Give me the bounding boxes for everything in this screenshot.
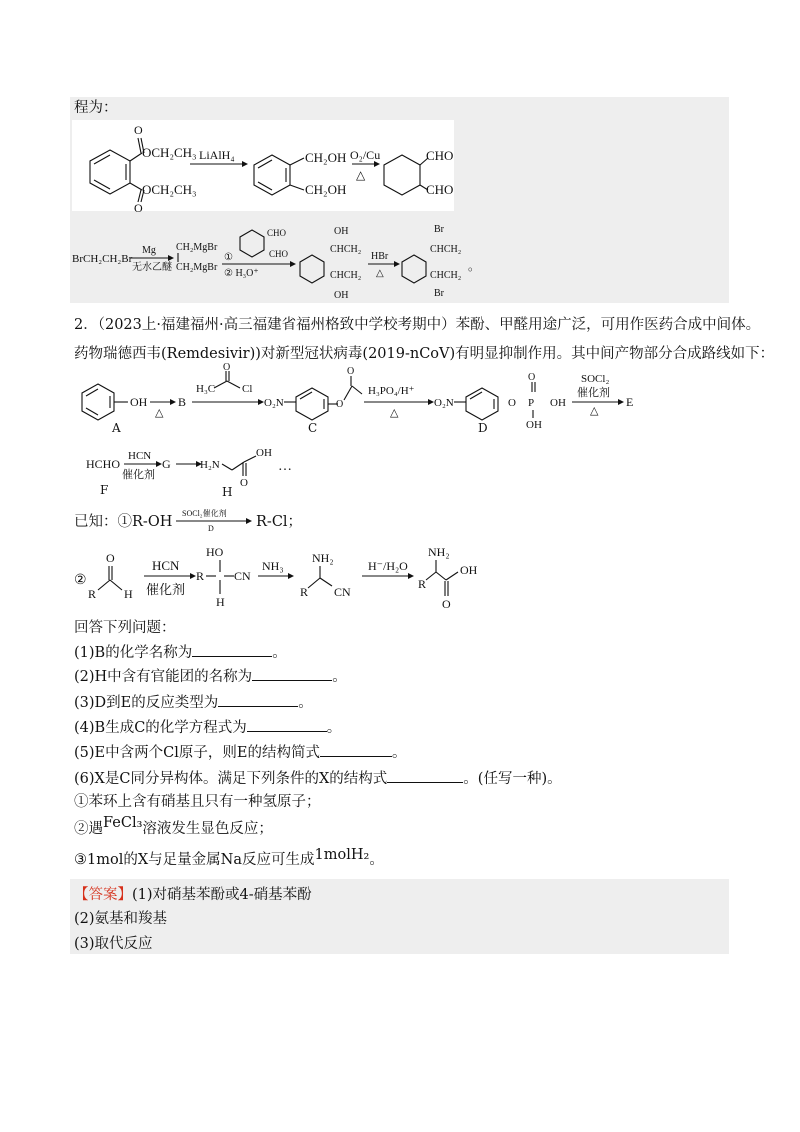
ch2oh-top: CH₂OH — [305, 150, 347, 165]
question-line1: 2．（2023上·福建福州·高三福建省福州格致中学校考期中）苯酚、甲醛用途广泛，可用作医药合成中间体。 — [74, 317, 761, 333]
question-line2: 药物瑞德西韦(Remdesivir))对新型冠状病毒(2019-nCoV)有明显抑制作用。其中间产物部分合成路线如下： — [74, 346, 775, 362]
answer-1-text: (1)对硝基苯酚或4-硝基苯酚 — [132, 887, 312, 903]
reagent-mg: Mg — [142, 245, 156, 256]
cho-label: CHO — [269, 249, 289, 259]
question-6-text: (6)X是C同分异构体。满足下列条件的X的结构式 — [74, 771, 388, 787]
step2: ② H₃O⁺ — [224, 268, 259, 279]
end-mark: 。 — [332, 669, 347, 685]
known-label: 已知：① — [74, 514, 132, 530]
reagent-o2cu: O₂/Cu — [350, 148, 381, 162]
o-label: O — [347, 366, 355, 377]
o-label: O — [106, 551, 115, 565]
reagent-nh3: NH₃ — [262, 559, 284, 573]
answer-1 — [74, 888, 312, 903]
oh-label: OH — [526, 419, 542, 431]
o-label: O — [528, 372, 536, 383]
question-3 — [74, 694, 313, 711]
answer-3: (3)取代反应 — [74, 936, 153, 952]
o-label: O — [223, 362, 231, 373]
r-label: R — [418, 577, 427, 591]
carbonyl-o-bot: O — [134, 201, 143, 215]
cn-label: CN — [334, 585, 351, 599]
questions-intro: 回答下列问题： — [74, 620, 176, 636]
h-label: H — [124, 587, 133, 601]
question-5-text: (5)E中含两个Cl原子，则E的结构简式 — [74, 745, 320, 761]
scheme2-start: BrCH₂CH₂Br — [72, 253, 133, 265]
chch2-bot: CHCH₂ — [430, 270, 462, 281]
grignard-bot: CH₂MgBr — [176, 262, 218, 273]
reagent-socl2: SOCl₂催化剂 — [182, 509, 227, 518]
br-bot: Br — [434, 288, 444, 299]
condition-3-b: 。 — [369, 852, 384, 868]
condition-1: ①苯环上含有硝基且只有一种氢原子； — [74, 794, 321, 810]
delta-symbol: △ — [155, 407, 164, 419]
cl-label: Cl — [242, 383, 253, 395]
chch2-top: CHCH₂ — [430, 244, 462, 255]
oh-top: OH — [334, 226, 349, 237]
benzene-ring — [384, 155, 420, 195]
o-label: O — [240, 477, 248, 489]
question-1-text: (1)B的化学名称为 — [74, 645, 193, 661]
delta-symbol: △ — [376, 268, 384, 279]
scheme2 — [72, 220, 492, 300]
label-c: C — [308, 421, 318, 435]
oh-label: OH — [256, 447, 272, 459]
reagent-socl2: SOCl₂ — [581, 373, 610, 385]
question-4-text: (4)B生成C的化学方程式为 — [74, 720, 247, 736]
o2n-label: O₂N — [264, 397, 284, 409]
question-5 — [74, 744, 406, 761]
end-mark: 。 — [272, 645, 287, 661]
r-label: R — [196, 569, 205, 583]
reagent-catalyst: 催化剂 — [122, 469, 155, 481]
reagent-catalyst: 催化剂 — [146, 582, 186, 597]
ch2oh-bot: CH₂OH — [305, 182, 347, 197]
benzene-ring — [254, 155, 290, 195]
chch2-top: CHCH₂ — [330, 244, 362, 255]
question-2 — [74, 668, 347, 685]
scheme5 — [72, 540, 512, 612]
compound-g: G — [162, 457, 171, 471]
h2-amount: 1molH₂ — [314, 847, 370, 863]
label-d: D — [478, 421, 488, 435]
reagent-hcn: HCN — [152, 558, 180, 573]
answer-blank[interactable] — [387, 770, 463, 783]
cho-top: CHO — [426, 148, 454, 163]
ester-top: OCH₂CH₃ — [142, 145, 197, 160]
step1: ① — [224, 252, 233, 263]
end-mark: 。 — [298, 695, 313, 711]
cho-label: CHO — [267, 228, 287, 238]
o-label: O — [336, 399, 344, 410]
answer-blank[interactable] — [218, 694, 298, 707]
h2n-label: H₂N — [200, 459, 220, 471]
ho-label: HO — [206, 545, 224, 559]
condition-3-a: ③1mol的X与足量金属Na反应可生成 — [74, 852, 315, 868]
question-6-tail: 。(任写一种)。 — [463, 771, 562, 787]
br-top: Br — [434, 224, 444, 235]
compound-e: E — [626, 395, 634, 409]
condition-3 — [74, 847, 384, 868]
h3c-label: H₃C — [196, 383, 216, 395]
h-label: H — [216, 595, 225, 609]
cn-label: CN — [234, 569, 251, 583]
answer-blank[interactable] — [247, 719, 327, 732]
condition-2-b: 溶液发生显色反应； — [142, 821, 273, 837]
oh-label: OH — [460, 563, 478, 577]
o2n-label: O₂N — [434, 397, 454, 409]
scheme4 — [86, 446, 316, 489]
ester-bot: OCH₂CH₃ — [142, 182, 197, 197]
period: 。 — [468, 259, 481, 273]
chch2-bot: CHCH₂ — [330, 270, 362, 281]
nh2-label: NH₂ — [312, 551, 334, 565]
delta-symbol: △ — [390, 407, 399, 419]
question-1 — [74, 644, 287, 661]
scheme3 — [72, 362, 692, 436]
nh2-label: NH₂ — [428, 545, 450, 559]
known-r-cl: R-Cl； — [256, 514, 303, 530]
answer-tag: 【答案】 — [74, 887, 132, 903]
answer-2: (2)氨基和羧基 — [74, 911, 168, 927]
delta-symbol: △ — [590, 405, 599, 417]
compound-b: B — [178, 395, 187, 409]
r-label: R — [300, 585, 309, 599]
label-h: H — [222, 485, 233, 499]
cho-bot: CHO — [426, 182, 454, 197]
reagent-catalyst: 催化剂 — [577, 387, 610, 399]
label-f: F — [100, 483, 109, 497]
question-2-text: (2)H中含有官能团的名称为 — [74, 669, 253, 685]
answer-blank[interactable] — [320, 744, 392, 757]
oh-bot: OH — [334, 290, 349, 301]
delta-symbol: △ — [356, 168, 366, 182]
label-a: A — [112, 421, 121, 435]
reagent-hbr: HBr — [371, 251, 389, 262]
scheme1 — [72, 120, 454, 215]
known-num2: ② — [74, 573, 87, 588]
oh-label: OH — [130, 395, 148, 409]
question-6 — [74, 770, 562, 787]
r-label: R — [88, 587, 97, 601]
ellipsis: … — [278, 459, 292, 474]
answer-blank[interactable] — [192, 644, 272, 657]
oh-label: OH — [550, 397, 566, 409]
condition-2-a: ②遇 — [74, 821, 103, 837]
o-label: O — [508, 397, 516, 409]
intro-text: 程为： — [74, 100, 118, 116]
condition-2 — [74, 815, 273, 837]
hcho-label: HCHO — [86, 457, 121, 471]
end-mark: 。 — [391, 745, 407, 761]
known-arrow — [176, 506, 256, 534]
grignard-top: CH₂MgBr — [176, 242, 218, 253]
o-label: O — [442, 597, 451, 611]
end-mark: 。 — [326, 720, 342, 736]
reagent-ether: 无水乙醚 — [132, 262, 172, 273]
reagent-acid: H₃PO₄/H⁺ — [368, 385, 415, 397]
benzene-ring — [90, 150, 130, 194]
question-3-text: (3)D到E的反应类型为 — [74, 695, 219, 711]
reagent-lialh4: LiAlH₄ — [199, 148, 235, 162]
carbonyl-o-top: O — [134, 123, 143, 137]
answer-blank[interactable] — [252, 668, 332, 681]
reagent-h2o: H⁻/H₂O — [368, 559, 408, 573]
fecl3-reagent: FeCl₃ — [103, 815, 143, 831]
known-r-oh: R-OH — [132, 514, 173, 530]
p-label: P — [528, 397, 535, 409]
reagent-d: D — [208, 524, 214, 533]
reagent-hcn: HCN — [128, 450, 152, 462]
question-4 — [74, 719, 341, 736]
